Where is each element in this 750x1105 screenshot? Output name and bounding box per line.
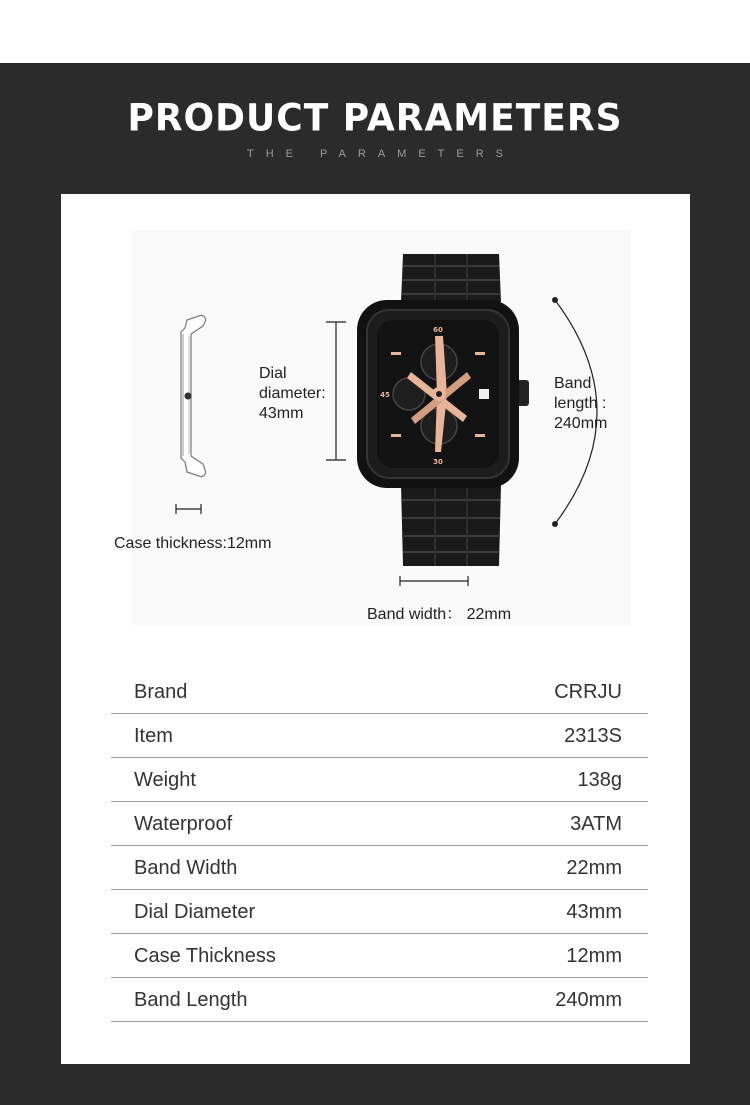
band-length-label-line2: length : <box>554 395 607 412</box>
table-row <box>111 890 648 934</box>
case-thickness-marker <box>174 502 204 516</box>
spec-value: 3ATM <box>570 813 622 835</box>
spec-value: 138g <box>577 769 622 791</box>
spec-value: 240mm <box>555 989 622 1011</box>
dial-marker-45: 45 <box>380 391 390 399</box>
spec-key: Brand <box>134 681 188 703</box>
spec-key: Waterproof <box>134 813 233 835</box>
dial-diameter-marker <box>324 320 348 464</box>
table-row <box>111 978 648 1022</box>
table-row <box>111 714 648 758</box>
table-row <box>111 846 648 890</box>
case-thickness-label: Case thickness:12mm <box>114 535 272 552</box>
spec-key: Item <box>134 725 173 747</box>
spec-value: 2313S <box>564 725 622 747</box>
band-width-label: Band width： 22mm <box>367 606 512 623</box>
spec-key: Dial Diameter <box>134 901 256 923</box>
dial-diameter-label-line3: 43mm <box>259 405 304 422</box>
page-subtitle: THE PARAMETERS <box>246 148 516 160</box>
spec-value: 22mm <box>566 857 622 879</box>
spec-value: 12mm <box>566 945 622 967</box>
page-title: PRODUCT PARAMETERS <box>127 96 623 141</box>
dial-marker-60: 60 <box>433 326 443 334</box>
parameters-card <box>61 194 690 1064</box>
table-row <box>111 670 648 714</box>
band-width-marker <box>398 574 470 588</box>
spec-key: Band Length <box>134 989 248 1011</box>
watch-front-image <box>351 252 551 572</box>
dial-diameter-label-line2: diameter: <box>259 385 326 402</box>
specs-table <box>111 670 648 1022</box>
spec-key: Band Width <box>134 857 238 879</box>
spec-value: CRRJU <box>554 681 622 703</box>
table-row <box>111 758 648 802</box>
band-length-label-line3: 240mm <box>554 415 608 432</box>
watch-side-profile-icon <box>169 312 209 480</box>
dial-marker-30: 30 <box>433 458 443 466</box>
spec-key: Weight <box>134 769 196 791</box>
table-row <box>111 802 648 846</box>
band-length-label-line1: Band <box>554 375 592 392</box>
dial-diameter-label-line1: Dial <box>259 365 287 382</box>
table-row <box>111 934 648 978</box>
spec-key: Case Thickness <box>134 945 276 967</box>
spec-value: 43mm <box>566 901 622 923</box>
